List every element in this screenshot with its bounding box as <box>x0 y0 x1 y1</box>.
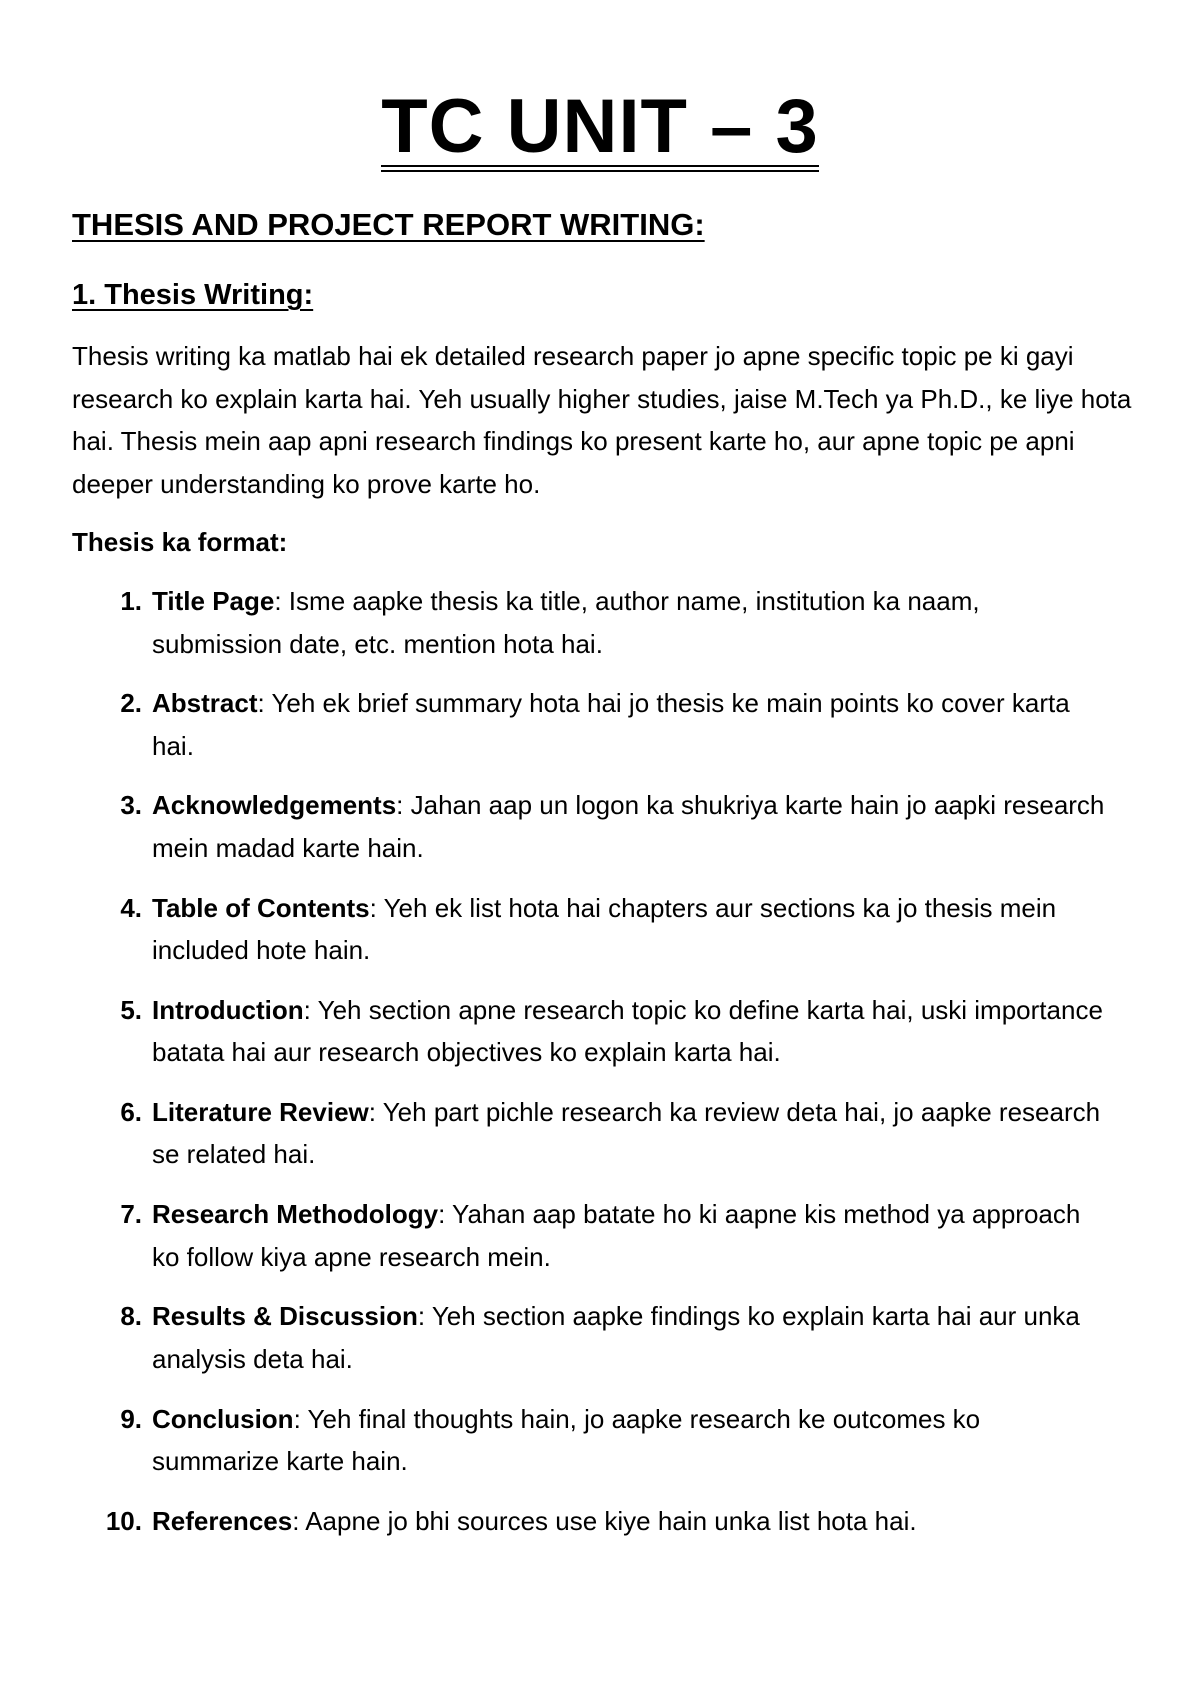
format-item-number: 3. <box>120 790 142 821</box>
format-item <box>0 1500 1112 1543</box>
format-item-number: 2. <box>120 688 142 719</box>
format-item-description: : Isme aapke thesis ka title, author name, institution ka naam, submission date, etc. mention hota hai. <box>152 586 980 659</box>
format-item-term: Title Page <box>152 586 275 616</box>
format-item <box>0 1091 1112 1176</box>
format-item <box>0 989 1112 1074</box>
format-item-number: 10. <box>105 1505 142 1536</box>
format-item-term: Abstract <box>152 688 258 719</box>
format-item-term: Introduction <box>152 994 304 1025</box>
format-item-number: 7. <box>120 1199 142 1230</box>
format-item-description: : Yeh final thoughts hain, jo aapke research ke outcomes ko summarize karte hain. <box>152 1403 981 1476</box>
format-item <box>0 887 1112 972</box>
format-item <box>0 1398 1112 1483</box>
format-item-number: 5. <box>120 994 142 1025</box>
format-item-term: Research Methodology <box>152 1199 439 1230</box>
format-item-term: Literature Review <box>152 1096 369 1127</box>
format-item-term: Conclusion <box>152 1403 294 1434</box>
format-item-description: : Yeh section apne research topic ko define karta hai, uski importance batata hai aur research objectives ko explain karta hai. <box>152 994 1103 1068</box>
format-item-number: 8. <box>120 1301 142 1332</box>
format-item <box>0 1295 1112 1380</box>
page-title <box>0 82 1200 172</box>
format-item-description: : Yeh section aapke findings ko explain karta hai aur unka analysis deta hai. <box>152 1301 1080 1374</box>
format-item-term: Results & Discussion <box>152 1301 418 1332</box>
page-title-text: TC UNIT – 3 <box>381 89 819 172</box>
intro-paragraph: Thesis writing ka matlab hai ek detailed research paper jo apne specific topic pe ki gayi research ko explain karta hai. Yeh usually higher studies, jaise M.Tech ya Ph.D., ke liye hota hai. Thesis mein aap apni research findings ko present karte ho, aur apne topic pe apni deeper understanding ko prove karte ho. <box>72 341 1132 499</box>
format-item-number: 6. <box>120 1096 142 1127</box>
format-item <box>0 784 1112 869</box>
format-item-description: : Jahan aap un logon ka shukriya karte hain jo aapki research mein madad karte hain. <box>152 790 1105 863</box>
section-heading: THESIS AND PROJECT REPORT WRITING: <box>72 207 705 242</box>
format-item <box>0 682 1112 767</box>
subsection-heading: 1. Thesis Writing: <box>72 279 314 311</box>
format-item-description: : Yeh ek list hota hai chapters aur sections ka jo thesis mein included hote hain. <box>152 892 1057 966</box>
format-item-description: : Yeh part pichle research ka review deta hai, jo aapke research se related hai. <box>152 1096 1101 1170</box>
format-item-description: : Yahan aap batate ho ki aapne kis method ya approach ko follow kiya apne research mein. <box>152 1199 1081 1272</box>
format-item-number: 9. <box>120 1403 142 1434</box>
format-item-term: Acknowledgements <box>152 790 397 821</box>
format-item-term: Table of Contents <box>152 892 370 923</box>
format-item-number: 1. <box>120 586 142 616</box>
format-list <box>0 580 1200 1559</box>
format-item-number: 4. <box>120 892 142 923</box>
format-item-description: : Yeh ek brief summary hota hai jo thesis ke main points ko cover karta hai. <box>152 688 1070 761</box>
format-item <box>0 1193 1112 1278</box>
format-item-term: References <box>152 1505 293 1536</box>
format-heading: Thesis ka format: <box>72 527 288 557</box>
format-item-description: : Aapne jo bhi sources use kiye hain unka list hota hai. <box>292 1505 917 1536</box>
format-item <box>0 580 1112 665</box>
